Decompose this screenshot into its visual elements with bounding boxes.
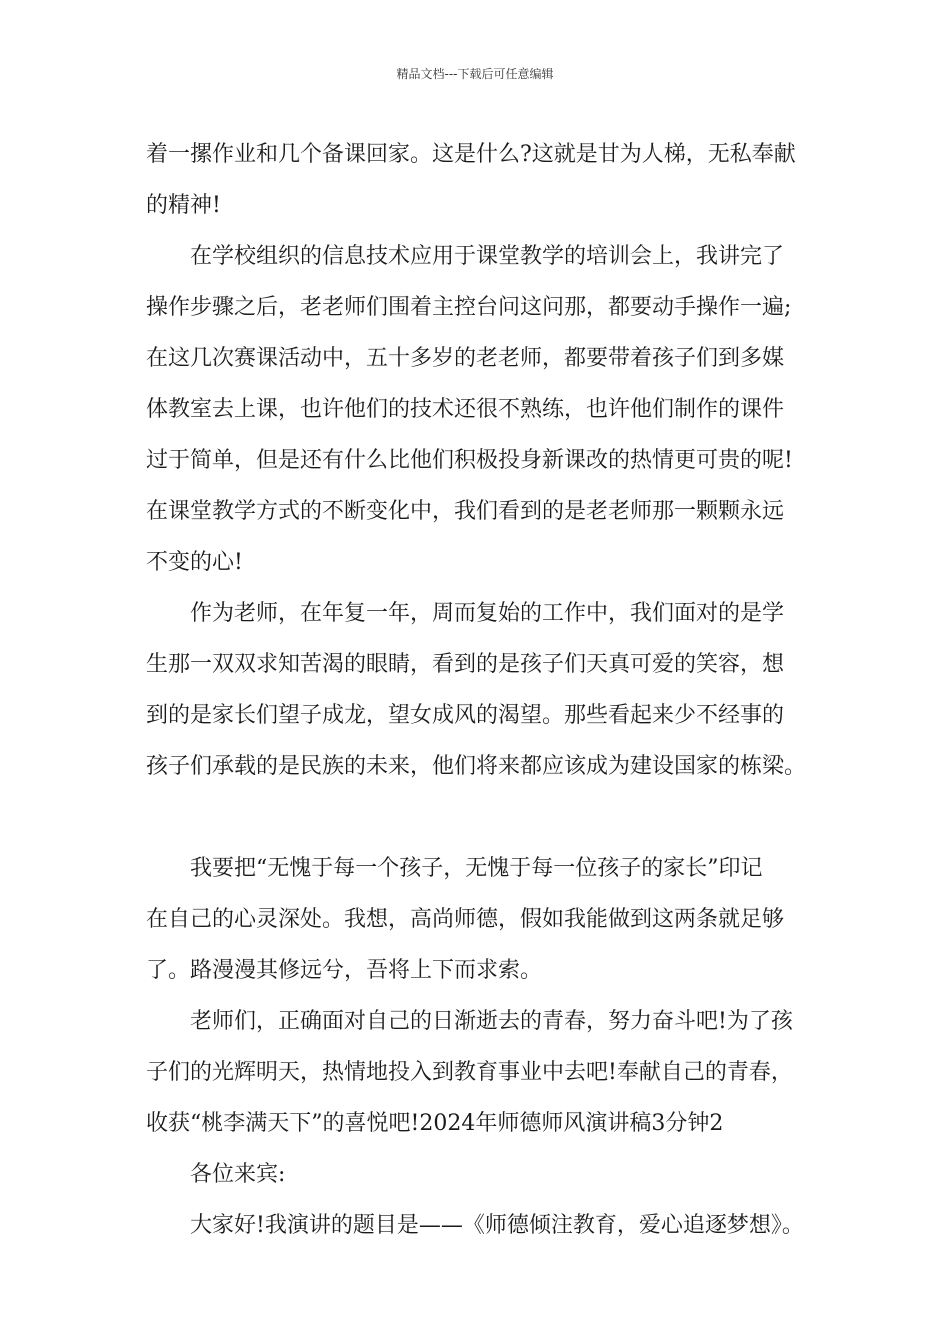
text-line: 老师们，正确面对自己的日渐逝去的青春，努力奋斗吧!为了孩 — [190, 1009, 793, 1034]
text-line: 体教室去上课，也许他们的技术还很不熟练，也许他们制作的课件 — [146, 397, 785, 422]
document-body — [146, 129, 826, 1251]
paragraph — [146, 231, 826, 588]
paragraph — [146, 996, 826, 1149]
text-line: 了。路漫漫其修远兮，吾将上下而求索。 — [146, 958, 543, 983]
text-line: 的精神! — [146, 193, 221, 218]
text-line: 我要把“无愧于每一个孩子，无愧于每一位孩子的家长”印记 — [190, 856, 763, 881]
text-line: 各位来宾: — [190, 1162, 286, 1187]
text-line: 孩子们承载的是民族的未来，他们将来都应该成为建设国家的栋梁。 — [146, 754, 807, 779]
text-line: 在课堂教学方式的不断变化中，我们看到的是老老师那一颗颗永远 — [146, 499, 785, 524]
text-line: 在这几次赛课活动中，五十多岁的老老师，都要带着孩子们到多媒 — [146, 346, 785, 371]
paragraph — [146, 1200, 826, 1251]
text-line: 在学校组织的信息技术应用于课堂教学的培训会上，我讲完了 — [190, 244, 785, 269]
text-line: 不变的心! — [146, 550, 243, 575]
text-line: 过于简单，但是还有什么比他们积极投身新课改的热情更可贵的呢! — [146, 448, 793, 473]
text-line: 着一摞作业和几个备课回家。这是什么?这就是甘为人梯，无私奉献 — [146, 142, 796, 167]
text-line: 生那一双双求知苦渴的眼睛，看到的是孩子们天真可爱的笑容，想 — [146, 652, 785, 677]
paragraph — [146, 129, 826, 231]
text-line: 到的是家长们望子成龙，望女成风的渴望。那些看起来少不经事的 — [146, 703, 785, 728]
text-line: 大家好!我演讲的题目是——《师德倾注教育，爱心追逐梦想》。 — [190, 1213, 804, 1238]
text-line: 在自己的心灵深处。我想，高尚师德，假如我能做到这两条就足够 — [146, 907, 785, 932]
paragraph — [146, 588, 826, 792]
paragraph — [146, 843, 826, 996]
paragraph — [146, 1149, 826, 1200]
text-line: 操作步骤之后，老老师们围着主控台问这问那，都要动手操作一遍; — [146, 295, 792, 320]
text-line: 作为老师，在年复一年，周而复始的工作中，我们面对的是学 — [190, 601, 785, 626]
text-line: 收获“桃李满天下”的喜悦吧!2024年师德师风演讲稿3分钟2 — [146, 1111, 724, 1136]
blank-line — [146, 792, 826, 843]
text-line: 子们的光辉明天，热情地投入到教育事业中去吧!奉献自己的青春， — [146, 1060, 793, 1085]
page-header: 精品文档---下载后可任意编辑 — [396, 67, 554, 81]
